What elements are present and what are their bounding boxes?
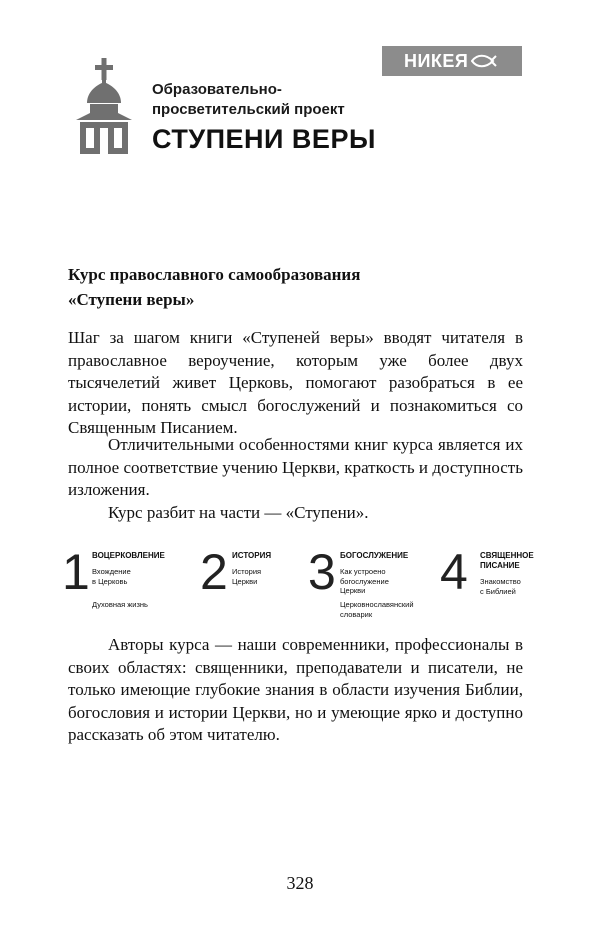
course-heading-line1: Курс православного самообразования (68, 265, 361, 284)
project-subtitle-line2: просветительский проект (152, 101, 345, 118)
step-number: 1 (62, 544, 90, 600)
step-title: БОГОСЛУЖЕНИЕ (340, 551, 409, 560)
project-title: СТУПЕНИ ВЕРЫ (152, 124, 376, 154)
step-item: Церкви (340, 586, 366, 595)
step-item: Церковнославянский (340, 600, 414, 609)
course-steps (62, 544, 542, 619)
publisher-logo-text: НИКЕЯ (404, 50, 469, 71)
step-title-line2: ПИСАНИЕ (480, 561, 520, 570)
step-item: в Церковь (92, 576, 128, 586)
project-title-block (152, 80, 376, 156)
publisher-logo (382, 46, 522, 76)
fish-icon (471, 54, 497, 68)
church-icon (68, 58, 140, 154)
step-item: Духовная жизнь (92, 600, 148, 609)
intro-paragraph: Шаг за шагом книги «Ступеней веры» вводят читателя в православное вероучение, которым уже более двух тысячелетий живет Церковь, помогают разобраться в ее истории, понять смысл богослужений и познакомиться со Священным Писанием. (68, 328, 523, 437)
parts-paragraph: Курс разбит на части — «Ступени». (108, 503, 369, 522)
step-title: ИСТОРИЯ (232, 551, 272, 560)
step-item: с Библией (480, 586, 516, 596)
step-item: История (232, 567, 262, 576)
step-item: Вхождение (92, 567, 131, 576)
page-number: 328 (286, 873, 314, 893)
step-item: богослужение (340, 576, 389, 586)
course-heading-line2: «Ступени веры» (68, 290, 195, 309)
step-item: словарик (340, 609, 373, 619)
step-title-line1: СВЯЩЕННОЕ (480, 551, 534, 560)
step-number: 4 (440, 544, 468, 600)
step-title: ВОЦЕРКОВЛЕНИЕ (92, 551, 165, 560)
step-number: 3 (308, 544, 336, 600)
authors-paragraph: Авторы курса — наши современники, профессионалы в своих областях: священники, преподаватели и писатели, не только имеющие глубокие знания в области изучения Библии, богословия и истории Церкви, но и умеющие ярко и доступно рассказать об этом читателю. (68, 635, 523, 744)
course-heading (68, 262, 360, 312)
project-subtitle-line1: Образовательно- (152, 81, 282, 98)
step-item: Знакомство (480, 577, 521, 586)
features-paragraph: Отличительными особенностями книг курса является их полное соответствие учению Церкви, краткость и доступность изложения. (68, 435, 523, 499)
step-number: 2 (200, 544, 228, 600)
step-item: Как устроено (340, 567, 386, 576)
step-item: Церкви (232, 576, 258, 586)
